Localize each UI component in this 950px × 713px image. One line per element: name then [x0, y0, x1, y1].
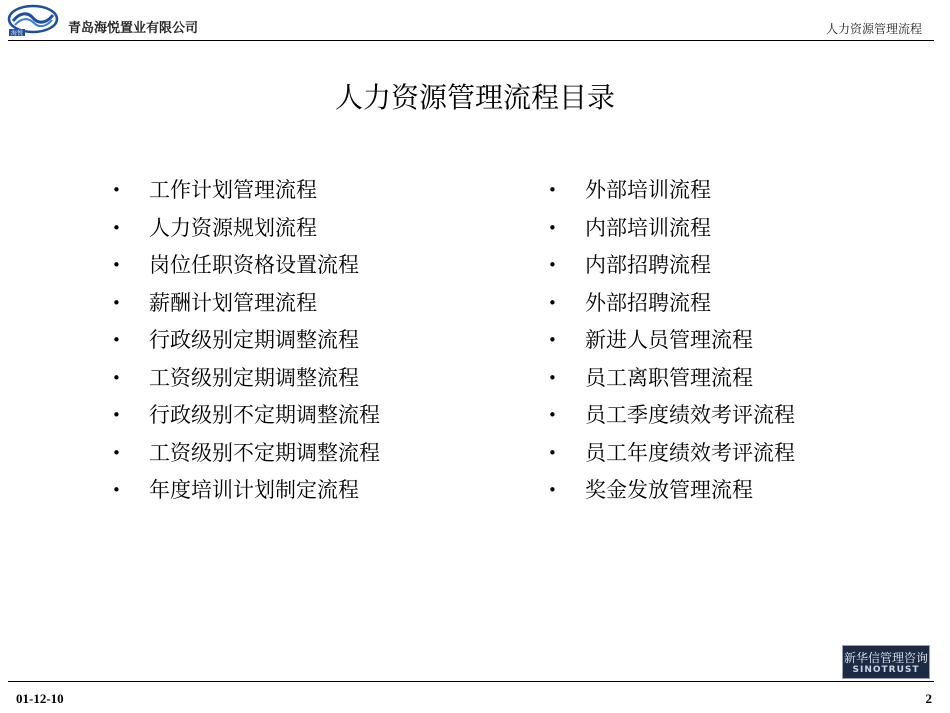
- bullet-icon: •: [548, 331, 557, 349]
- list-item-label: 人力资源规划流程: [149, 215, 317, 240]
- list-item-label: 奖金发放管理流程: [585, 478, 753, 502]
- bullet-icon: •: [548, 406, 557, 424]
- brand-chinese-name: 新华信管理咨询: [843, 651, 928, 665]
- list-item: [548, 397, 795, 435]
- bullet-icon: •: [112, 181, 121, 199]
- list-item-label: 员工年度绩效考评流程: [585, 440, 795, 465]
- list-item: [112, 435, 380, 473]
- list-item: [112, 472, 380, 510]
- bullet-icon: •: [548, 481, 557, 499]
- bullet-icon: •: [548, 443, 557, 462]
- header-divider: [8, 40, 934, 41]
- header-doc-title: 人力资源管理流程: [825, 22, 922, 36]
- left-process-list: [112, 172, 380, 510]
- list-item: [548, 322, 795, 360]
- bullet-icon: •: [112, 443, 121, 462]
- list-item-label: 岗位任职资格设置流程: [149, 253, 359, 277]
- list-item-label: 外部招聘流程: [585, 290, 711, 315]
- list-item: [548, 360, 795, 398]
- bullet-icon: •: [112, 331, 121, 349]
- page-title: 人力资源管理流程目录: [334, 81, 615, 114]
- consultancy-brand-logo: [842, 645, 930, 679]
- svg-text:海悦: 海悦: [10, 30, 24, 37]
- list-item: [112, 397, 380, 435]
- list-item: [548, 172, 795, 210]
- bullet-icon: •: [548, 368, 557, 387]
- list-item-label: 年度培训计划制定流程: [149, 478, 359, 502]
- bullet-icon: •: [112, 368, 121, 387]
- right-process-list: [548, 172, 795, 510]
- list-item: [112, 322, 380, 360]
- list-item: [548, 285, 795, 323]
- list-item-label: 内部培训流程: [585, 215, 711, 240]
- list-item-label: 员工季度绩效考评流程: [585, 403, 795, 427]
- list-item-label: 外部培训流程: [585, 178, 711, 202]
- list-item-label: 工作计划管理流程: [149, 178, 317, 202]
- bullet-icon: •: [112, 293, 121, 312]
- list-item: [548, 247, 795, 285]
- list-item-label: 薪酬计划管理流程: [149, 290, 317, 315]
- brand-english-name: SINOTRUST: [852, 665, 920, 675]
- list-item: [112, 247, 380, 285]
- bullet-icon: •: [548, 218, 557, 237]
- footer-date: 01-12-10: [16, 691, 64, 706]
- list-item: [548, 210, 795, 248]
- bullet-icon: •: [548, 293, 557, 312]
- bullet-icon: •: [112, 481, 121, 499]
- list-item-label: 新进人员管理流程: [585, 328, 753, 352]
- list-item-label: 员工离职管理流程: [585, 365, 753, 390]
- page-header: [0, 0, 950, 42]
- bullet-icon: •: [548, 256, 557, 274]
- list-item: [112, 210, 380, 248]
- bullet-icon: •: [112, 256, 121, 274]
- list-item-label: 工资级别不定期调整流程: [149, 440, 380, 465]
- bullet-icon: •: [548, 181, 557, 199]
- page-number: 2: [925, 691, 932, 706]
- bullet-icon: •: [112, 406, 121, 424]
- footer-divider: [8, 681, 934, 682]
- list-item-label: 行政级别定期调整流程: [149, 328, 359, 352]
- list-item: [548, 472, 795, 510]
- list-item-label: 工资级别定期调整流程: [149, 365, 359, 390]
- bullet-icon: •: [112, 218, 121, 237]
- company-logo: [6, 4, 60, 38]
- list-item: [112, 360, 380, 398]
- list-item-label: 行政级别不定期调整流程: [149, 403, 380, 427]
- list-item: [112, 172, 380, 210]
- company-name: 青岛海悦置业有限公司: [68, 21, 199, 36]
- list-item: [112, 285, 380, 323]
- list-item: [548, 435, 795, 473]
- list-item-label: 内部招聘流程: [585, 253, 711, 277]
